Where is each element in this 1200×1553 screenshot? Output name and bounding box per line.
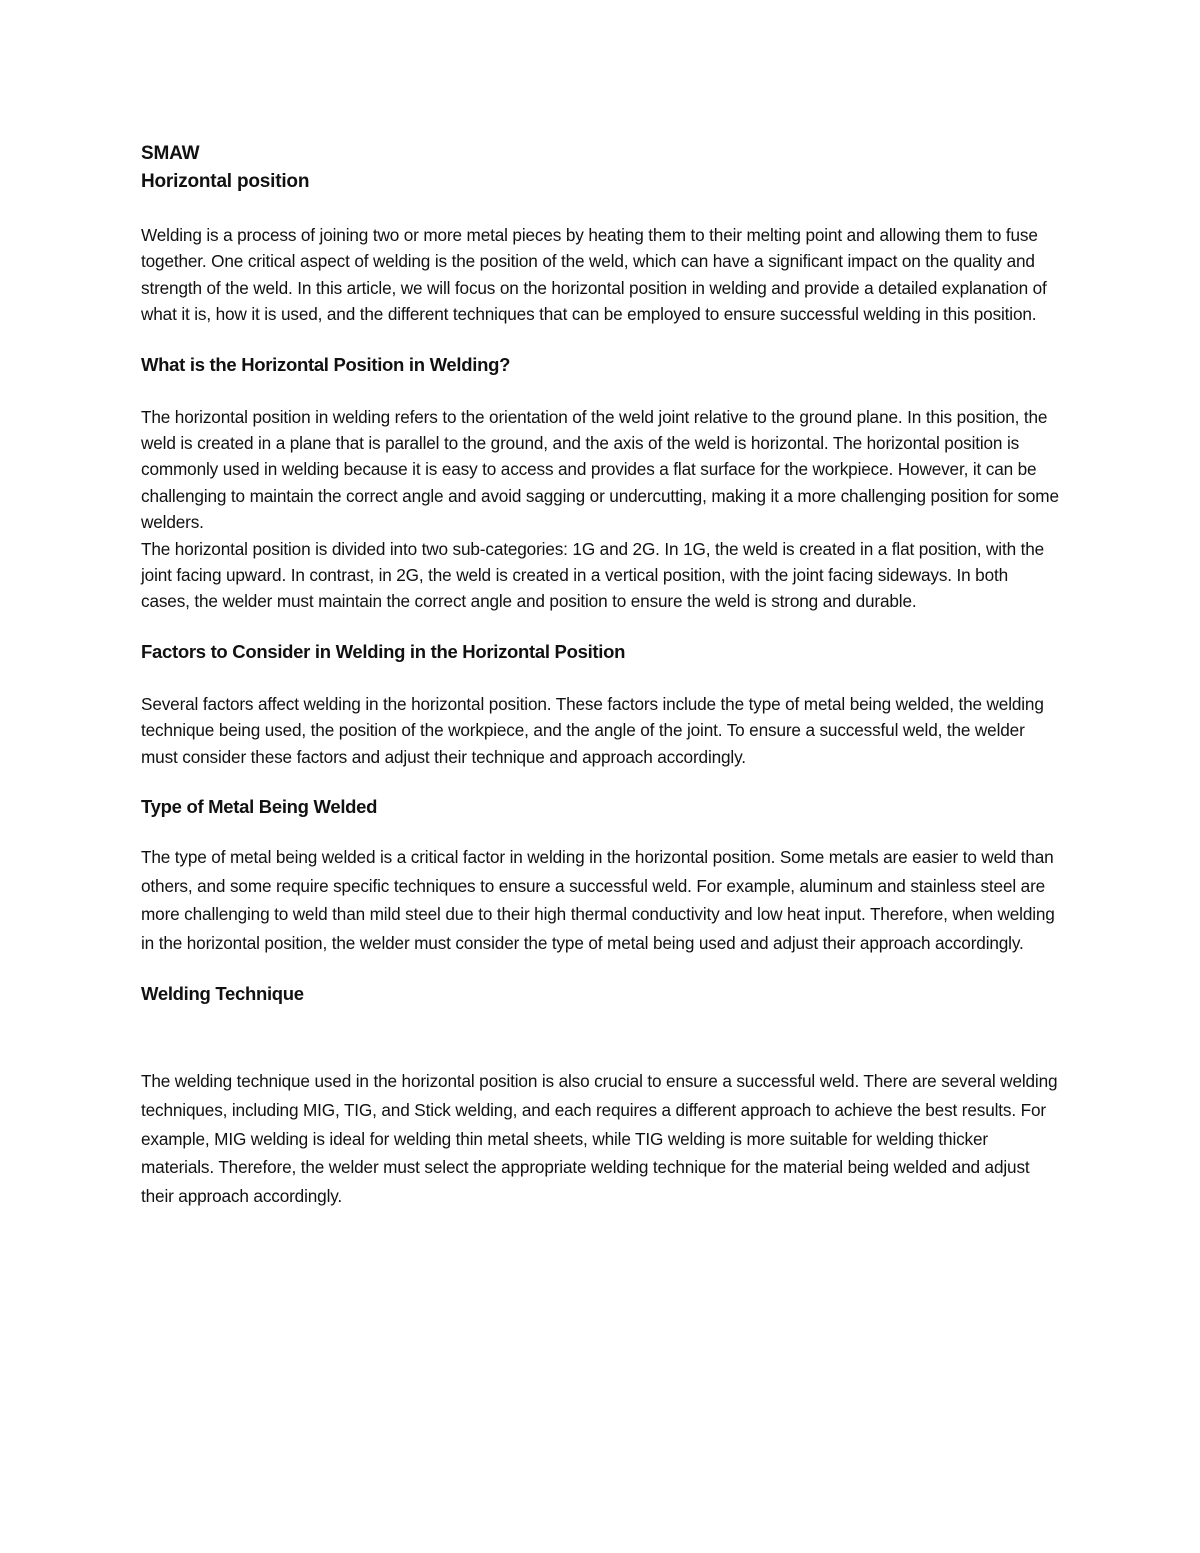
section-heading-metal-type: Type of Metal Being Welded	[141, 796, 378, 818]
section-heading-technique: Welding Technique	[141, 983, 304, 1005]
intro-paragraph: Welding is a process of joining two or more metal pieces by heating them to their melting point and allowing them to fuse together. One critical aspect of welding is the position of the weld, which can have a significant impact on the quality and strength of the weld. In this article, we will focus on the horizontal position in welding and provide a detailed explanation of what it is, how it is used, and the different techniques that can be employed to ensure successful welding in this position.	[141, 225, 1047, 325]
section-technique-paragraph: The welding technique used in the horizontal position is also crucial to ensure a successful weld. There are several welding techniques, including MIG, TIG, and Stick welding, and each requires a different approach to achieve the best results. For example, MIG welding is ideal for welding thin metal sheets, while TIG welding is more suitable for welding thicker materials. Therefore, the welder must select the appropriate welding technique for the material being welded and adjust their approach accordingly.	[141, 1071, 1058, 1206]
document-subtitle: Horizontal position	[141, 171, 310, 192]
section-factors-paragraph: Several factors affect welding in the horizontal position. These factors include the type of metal being welded, the welding technique being used, the position of the workpiece, and the angle of the joint. To ensure a successful weld, the welder must consider these factors and adjust their technique and approach accordingly.	[141, 693, 1044, 767]
section-what-is-paragraph-1: The horizontal position in welding refers to the orientation of the weld joint relative to the ground plane. In this position, the weld is created in a plane that is parallel to the ground, and the axis of the weld is horizontal. The horizontal position is commonly used in welding because it is easy to access and provides a flat surface for the workpiece. However, it can be challenging to maintain the correct angle and avoid sagging or undercutting, making it a more challenging position for some welders.	[141, 406, 1059, 533]
section-heading-factors: Factors to Consider in Welding in the Horizontal Position	[141, 640, 626, 662]
section-heading-what-is: What is the Horizontal Position in Welding?	[141, 353, 511, 375]
section-what-is-paragraph-2: The horizontal position is divided into two sub-categories: 1G and 2G. In 1G, the weld is created in a flat position, with the joint facing upward. In contrast, in 2G, the weld is created in a vertical position, with the joint facing sideways. In both cases, the welder must maintain the correct angle and position to ensure the weld is strong and durable.	[141, 538, 1045, 612]
document-body	[141, 140, 1061, 1210]
section-metal-type-paragraph: The type of metal being welded is a critical factor in welding in the horizontal position. Some metals are easier to weld than others, and some require specific techniques to ensure a successful weld. For example, aluminum and stainless steel are more challenging to weld than mild steel due to their high thermal conductivity and low heat input. Therefore, when welding in the horizontal position, the welder must consider the type of metal being used and adjust their approach accordingly.	[141, 847, 1055, 953]
document-title: SMAW	[141, 143, 200, 164]
